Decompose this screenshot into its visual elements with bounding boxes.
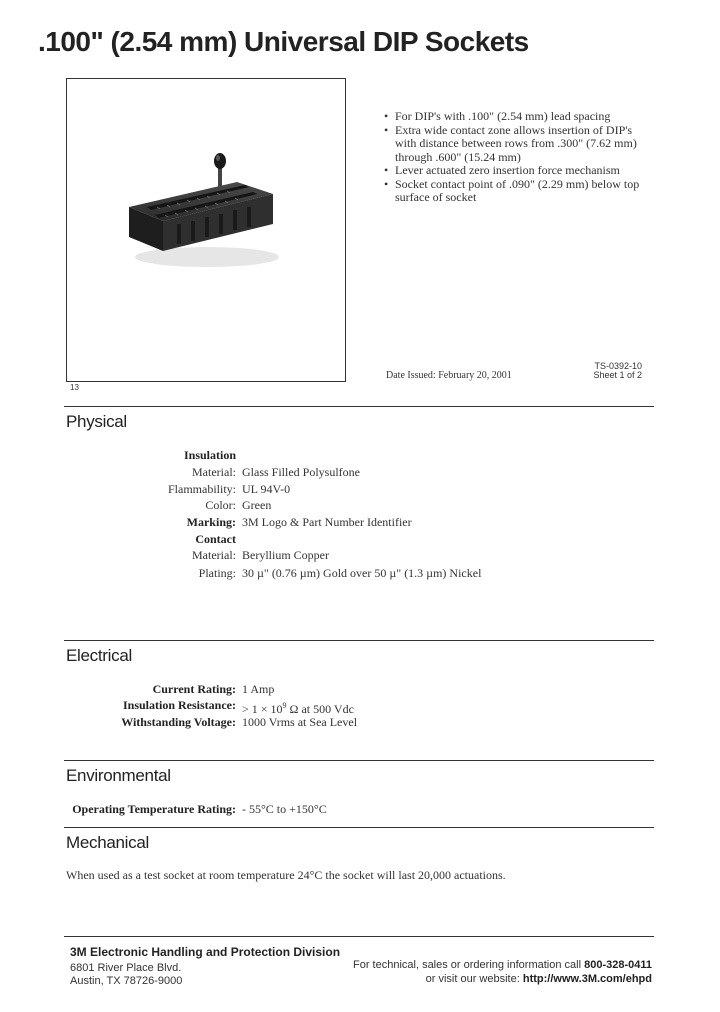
spec-row: [0, 714, 720, 731]
spec-row: [0, 514, 720, 531]
value-suffix: Ω at 500 Vdc: [286, 702, 354, 716]
spec-label: Material:: [192, 465, 236, 479]
feature-item: • For DIP's with .100" (2.54 mm) lead spacing: [382, 110, 652, 124]
section-divider: [64, 640, 654, 641]
spec-label: Insulation Resistance:: [122, 698, 236, 712]
spec-label: Operating Temperature Rating:: [72, 802, 236, 816]
website-link[interactable]: http://www.3M.com/ehpd: [522, 973, 652, 985]
section-title-mechanical: Mechanical: [66, 833, 149, 852]
spec-label: Marking:: [186, 515, 236, 529]
address-line: Austin, TX 78726-9000: [70, 975, 183, 987]
spec-label: Insulation: [183, 448, 236, 462]
spec-label: Flammability:: [168, 482, 236, 496]
spec-value: Green: [242, 498, 272, 512]
spec-row: [0, 697, 720, 714]
spec-value: 30 µ" (0.76 µm) Gold over 50 µ" (1.3 µm) Nickel: [242, 566, 482, 580]
section-divider: [64, 760, 654, 761]
address: [70, 962, 182, 988]
section-title-environmental: Environmental: [66, 766, 171, 785]
spec-label: Color:: [205, 498, 236, 512]
contact-web-line: [353, 972, 652, 986]
spec-label: Contact: [195, 532, 236, 546]
section-divider: [64, 406, 654, 407]
spec-value: 1 Amp: [242, 682, 275, 696]
spec-row: [0, 464, 720, 481]
spec-row: [0, 565, 720, 582]
spec-label: Withstanding Voltage:: [121, 715, 236, 729]
value-prefix: > 1 × 10: [242, 702, 283, 716]
contact-phone-line: [353, 958, 652, 972]
spec-value: UL 94V-0: [242, 482, 291, 496]
spec-value: 1000 Vrms at Sea Level: [242, 715, 358, 729]
footer-divider: [64, 936, 654, 937]
dip-socket-image: [67, 79, 345, 381]
sheet-number: Sheet 1 of 2: [593, 370, 642, 380]
feature-list: [382, 110, 652, 205]
mechanical-description: When used as a test socket at room temperature 24°C the socket will last 20,000 actuations.: [66, 868, 506, 882]
spec-row: [0, 447, 720, 464]
spec-value: 3M Logo & Part Number Identifier: [242, 515, 412, 529]
spec-row: [0, 801, 720, 818]
page-title: .100" (2.54 mm) Universal DIP Sockets: [38, 26, 529, 57]
spec-value: Beryllium Copper: [242, 548, 329, 562]
section-title-electrical: Electrical: [66, 646, 132, 665]
spec-row: [0, 497, 720, 514]
feature-item: • Socket contact point of .090" (2.29 mm) below top surface of socket: [382, 178, 652, 205]
spec-label: Material:: [192, 548, 236, 562]
phone-number[interactable]: 800-328-0411: [584, 959, 652, 971]
spec-row: [0, 481, 720, 498]
division-name: 3M Electronic Handling and Protection Division: [70, 945, 341, 959]
spec-row: [0, 547, 720, 564]
date-issued: Date Issued: February 20, 2001: [386, 370, 512, 381]
section-title-physical: Physical: [66, 412, 127, 431]
web-prefix: or visit our website:: [425, 973, 523, 985]
value-exponent: 9: [282, 701, 287, 710]
spec-row: [0, 681, 720, 698]
figure-number: 13: [70, 383, 79, 392]
spec-value: - 55°C to +150°C: [242, 802, 327, 816]
contact-prefix: For technical, sales or ordering information call: [352, 959, 585, 971]
spec-value: Glass Filled Polysulfone: [242, 465, 361, 479]
contact-info: [353, 958, 652, 986]
section-divider: [64, 827, 654, 828]
document-number: TS-0392-10: [594, 361, 642, 371]
spec-label: Current Rating:: [152, 682, 236, 696]
address-line: 6801 River Place Blvd.: [70, 962, 182, 974]
spec-label: Plating:: [198, 566, 236, 580]
feature-item: • Lever actuated zero insertion force mechanism: [382, 164, 652, 178]
product-photo: [66, 78, 346, 382]
feature-item: • Extra wide contact zone allows insertion of DIP's with distance between rows from .300" (7.62 mm) through .600" (15.24 mm): [382, 124, 652, 165]
spec-row: [0, 531, 720, 548]
